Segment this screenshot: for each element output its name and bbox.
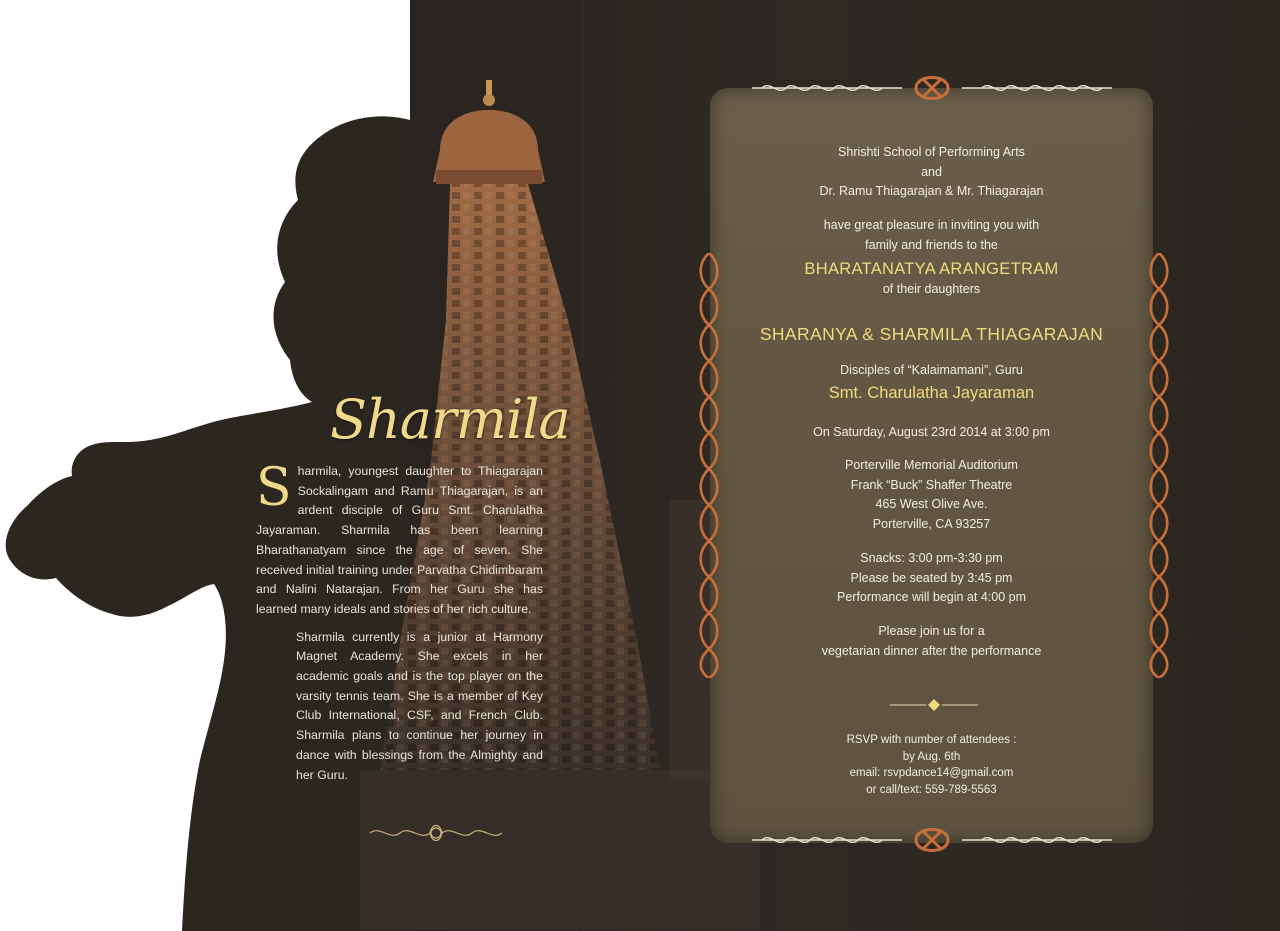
host-line-1: Shrishti School of Performing Arts xyxy=(838,145,1025,159)
schedule-block xyxy=(710,549,1153,608)
guru-block xyxy=(710,361,1153,405)
event-title-block xyxy=(710,258,1153,300)
performers-block xyxy=(710,322,1153,346)
biography-paragraph-1-text: harmila, youngest daughter to Thiagarajan Sockalingam and Ramu Thiagarajan, is an ardent disciple of Guru Smt. Charulatha Jayaraman. Sharmila has been learning Bharathanatyam since the age of seven. She received initial training under Parvatha Chidimbaram and Nalini Natarajan. From her Guru she has learned many ideals and stories of her rich culture. xyxy=(256,464,543,616)
biography-paragraph-1 xyxy=(256,458,543,620)
venue-line-2: Frank “Buck” Shaffer Theatre xyxy=(850,477,1013,492)
performers-names: SHARANYA & SHARMILA THIAGARAJAN xyxy=(759,324,1104,344)
rsvp-email: email: rsvpdance14@gmail.com xyxy=(849,767,1014,779)
schedule-line-1: Snacks: 3:00 pm-3:30 pm xyxy=(860,551,1003,565)
dinner-block xyxy=(710,622,1153,661)
date-block xyxy=(710,423,1153,443)
rsvp-line-1: RSVP with number of attendees : xyxy=(846,734,1017,746)
host-line-3: Dr. Ramu Thiagarajan & Mr. Thiagarajan xyxy=(819,184,1044,199)
drop-cap: S xyxy=(256,458,292,518)
venue-line-3: 465 West Olive Ave. xyxy=(875,497,988,512)
dancer-name-title: Sharmila xyxy=(330,388,570,451)
venue-line-1: Porterville Memorial Auditorium xyxy=(845,458,1018,472)
divider-ornament-icon xyxy=(888,697,980,713)
host-line-2: and xyxy=(921,164,942,179)
rsvp-line-2: by Aug. 6th xyxy=(902,750,961,763)
venue-block xyxy=(710,456,1153,535)
dinner-line-1: Please join us for a xyxy=(878,624,985,638)
of-daughters-line: of their daughters xyxy=(882,282,981,296)
invite-line-1: have great pleasure in inviting you with xyxy=(823,218,1040,232)
flourish-ornament-icon xyxy=(366,818,506,848)
venue-line-4: Porterville, CA 93257 xyxy=(872,517,991,532)
dinner-line-2: vegetarian dinner after the performance xyxy=(821,643,1042,658)
event-date: On Saturday, August 23rd 2014 at 3:00 pm xyxy=(813,425,1050,439)
guru-name: Smt. Charulatha Jayaraman xyxy=(828,383,1035,402)
biography-text xyxy=(256,458,543,793)
top-scroll-border-icon xyxy=(742,70,1122,106)
event-title: BHARATANATYA ARANGETRAM xyxy=(804,260,1059,278)
invite-line-2: family and friends to the xyxy=(865,237,998,252)
invite-block xyxy=(710,216,1153,255)
disciples-line: Disciples of “Kalaimamani”, Guru xyxy=(840,363,1023,377)
rsvp-phone: or call/text: 559-789-5563 xyxy=(866,783,997,796)
schedule-line-3: Performance will begin at 4:00 pm xyxy=(837,590,1026,605)
bottom-scroll-border-icon xyxy=(742,822,1122,858)
hosts-block xyxy=(710,143,1153,202)
biography-paragraph-2: Sharmila currently is a junior at Harmony Magnet Academy. She excels in her academic goals and is the top player on the varsity tennis team. She is a member of Key Club International, CSF, and French Club. Sharmila plans to continue her journey in dance with blessings from the Almighty and her Guru. xyxy=(296,629,543,782)
schedule-line-2: Please be seated by 3:45 pm xyxy=(850,570,1013,585)
rsvp-block xyxy=(710,732,1153,798)
